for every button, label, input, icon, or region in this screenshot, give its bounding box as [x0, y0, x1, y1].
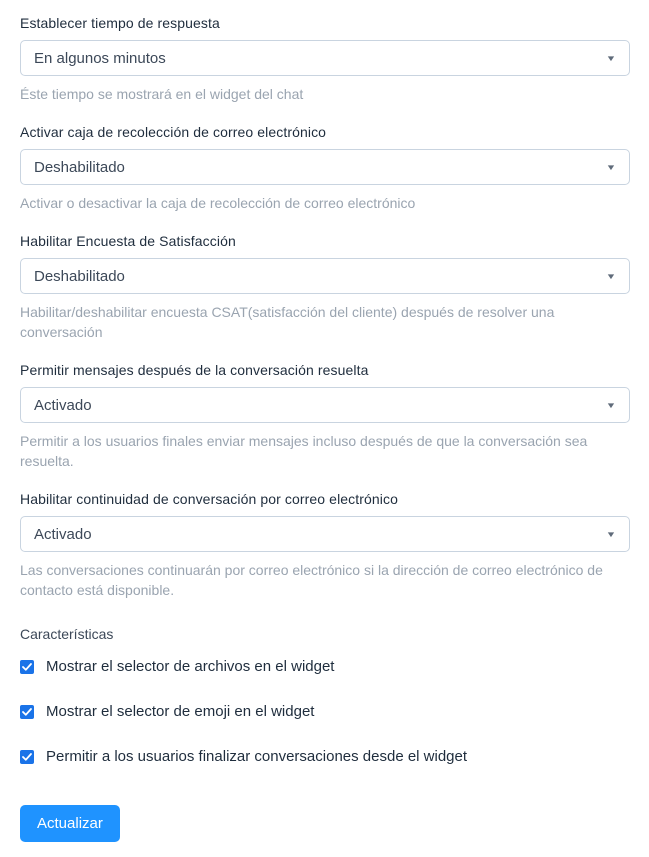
csat-survey-help: Habilitar/deshabilitar encuesta CSAT(satisfacción del cliente) después de resolver una conversación — [20, 304, 555, 340]
email-continuity-label: Habilitar continuidad de conversación por correo electrónico — [20, 491, 398, 507]
feature-emoji-row[interactable] — [20, 702, 630, 722]
chevron-down-icon: ▼ — [605, 162, 617, 172]
response-time-label: Establecer tiempo de respuesta — [20, 15, 220, 31]
features-label: Características — [20, 626, 114, 642]
csat-survey-select[interactable] — [20, 258, 630, 294]
select-value: Deshabilitado — [34, 158, 125, 176]
select-value: Deshabilitado — [34, 267, 125, 285]
field-email-continuity — [20, 491, 630, 600]
messages-after-resolved-label: Permitir mensajes después de la conversación resuelta — [20, 362, 369, 378]
checkbox-checked-icon[interactable] — [20, 750, 34, 764]
field-email-collect — [20, 124, 630, 213]
email-continuity-help: Las conversaciones continuarán por correo electrónico si la dirección de correo electrónico de contacto está disponible. — [20, 562, 603, 598]
email-collect-label: Activar caja de recolección de correo electrónico — [20, 124, 327, 140]
messages-after-resolved-select[interactable] — [20, 387, 630, 423]
checkbox-checked-icon[interactable] — [20, 705, 34, 719]
feature-emoji-label: Mostrar el selector de emoji en el widget — [46, 703, 315, 720]
chevron-down-icon: ▼ — [605, 53, 617, 63]
response-time-help: Éste tiempo se mostrará en el widget del chat — [20, 86, 304, 102]
field-response-time — [20, 15, 630, 104]
feature-attachment-row[interactable] — [20, 657, 630, 677]
update-button[interactable]: Actualizar — [20, 805, 120, 842]
email-collect-help: Activar o desactivar la caja de recolección de correo electrónico — [20, 195, 416, 211]
checkbox-checked-icon[interactable] — [20, 660, 34, 674]
select-value: En algunos minutos — [34, 49, 166, 67]
feature-attachment-label: Mostrar el selector de archivos en el widget — [46, 658, 335, 675]
field-csat-survey — [20, 233, 630, 342]
csat-survey-label: Habilitar Encuesta de Satisfacción — [20, 233, 236, 249]
features-section — [20, 626, 630, 767]
field-messages-after-resolved — [20, 362, 630, 471]
response-time-select[interactable] — [20, 40, 630, 76]
chevron-down-icon: ▼ — [605, 400, 617, 410]
email-collect-select[interactable] — [20, 149, 630, 185]
feature-end-conversation-label: Permitir a los usuarios finalizar conversaciones desde el widget — [46, 748, 468, 765]
select-value: Activado — [34, 525, 92, 543]
feature-end-conversation-row[interactable] — [20, 747, 630, 767]
email-continuity-select[interactable] — [20, 516, 630, 552]
chevron-down-icon: ▼ — [605, 271, 617, 281]
chevron-down-icon: ▼ — [605, 529, 617, 539]
messages-after-resolved-help: Permitir a los usuarios finales enviar mensajes incluso después de que la conversación sea resuelta. — [20, 433, 588, 469]
select-value: Activado — [34, 396, 92, 414]
